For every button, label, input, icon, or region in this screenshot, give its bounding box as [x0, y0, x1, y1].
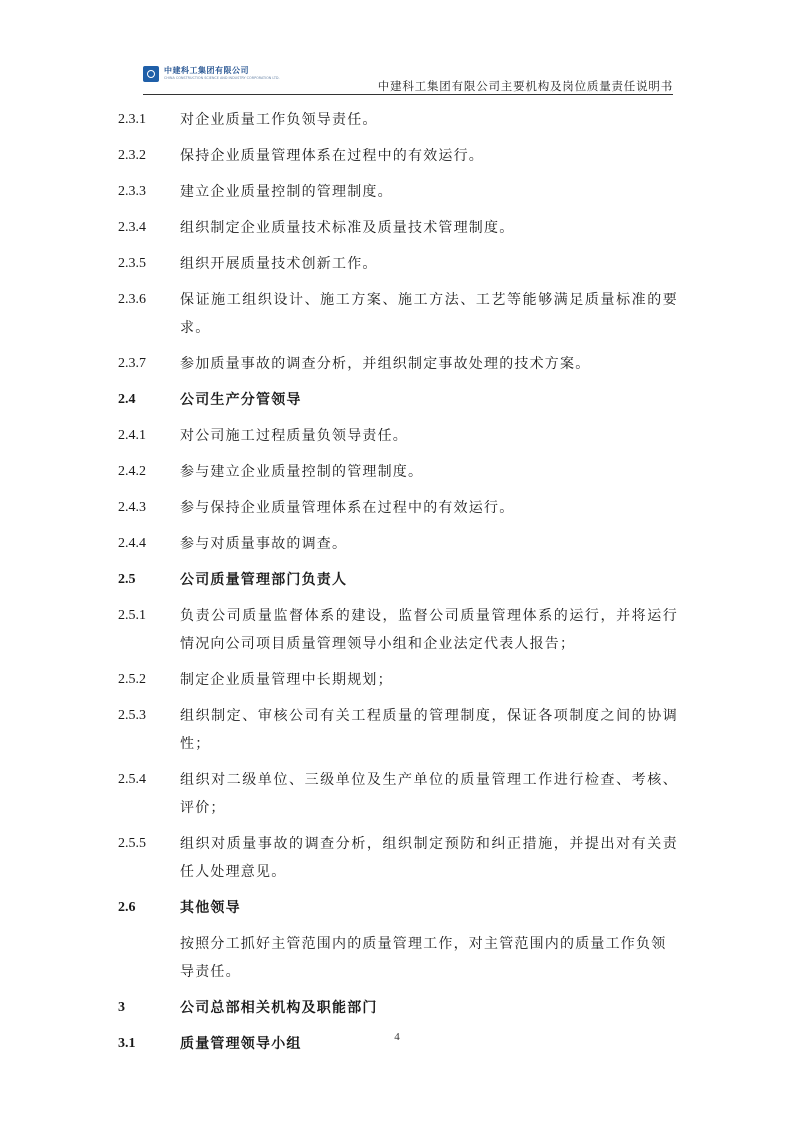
section-title: 公司总部相关机构及职能部门 [180, 1000, 378, 1016]
document-body [118, 106, 678, 1066]
clause-text: 保证施工组织设计、施工方案、施工方法、工艺等能够满足质量标准的要求。 [180, 292, 678, 336]
clause-text: 参与对质量事故的调查。 [180, 536, 348, 552]
clause-number: 2.3.6 [118, 292, 146, 307]
section-heading-3 [118, 994, 678, 1022]
clause-number: 2.3.5 [118, 256, 146, 271]
section-heading-2-6 [118, 894, 678, 922]
clause-number: 2.4.1 [118, 428, 146, 443]
clause-2-5-5 [118, 830, 678, 886]
company-logo-icon [143, 66, 159, 82]
clause-number: 2.5.5 [118, 836, 146, 851]
clause-2-5-2 [118, 666, 678, 694]
clause-2-4-4 [118, 530, 678, 558]
section-title: 公司生产分管领导 [180, 392, 302, 408]
section-number: 3.1 [118, 1036, 136, 1051]
clause-text: 参与保持企业质量管理体系在过程中的有效运行。 [180, 500, 515, 516]
clause-number: 2.4.3 [118, 500, 146, 515]
clause-number: 2.3.4 [118, 220, 146, 235]
clause-text: 对企业质量工作负领导责任。 [180, 112, 378, 128]
section-heading-2-4 [118, 386, 678, 414]
clause-number: 2.5.2 [118, 672, 146, 687]
section-number: 2.5 [118, 572, 136, 587]
section-number: 3 [118, 1000, 125, 1015]
clause-text: 负责公司质量监督体系的建设，监督公司质量管理体系的运行，并将运行情况向公司项目质量管理领导小组和企业法定代表人报告； [180, 608, 678, 652]
clause-text: 组织对二级单位、三级单位及生产单位的质量管理工作进行检查、考核、评价； [180, 772, 678, 816]
clause-2-3-3 [118, 178, 678, 206]
logo-company-name-cn: 中建科工集团有限公司 [164, 66, 249, 76]
clause-text: 参与建立企业质量控制的管理制度。 [180, 464, 424, 480]
clause-text: 组织制定企业质量技术标准及质量技术管理制度。 [180, 220, 515, 236]
paragraph-other-leaders: 按照分工抓好主管范围内的质量管理工作，对主管范围内的质量工作负领导责任。 [180, 936, 667, 980]
clause-text: 保持企业质量管理体系在过程中的有效运行。 [180, 148, 484, 164]
section-number: 2.4 [118, 392, 136, 407]
clause-text: 参加质量事故的调查分析，并组织制定事故处理的技术方案。 [180, 356, 591, 372]
clause-text: 组织制定、审核公司有关工程质量的管理制度，保证各项制度之间的协调性； [180, 708, 678, 752]
clause-2-5-1 [118, 602, 678, 658]
clause-2-3-5 [118, 250, 678, 278]
clause-number: 2.3.1 [118, 112, 146, 127]
header-divider [143, 94, 673, 95]
clause-text: 建立企业质量控制的管理制度。 [180, 184, 393, 200]
clause-number: 2.3.7 [118, 356, 146, 371]
clause-number: 2.3.3 [118, 184, 146, 199]
clause-2-4-2 [118, 458, 678, 486]
clause-text: 对公司施工过程质量负领导责任。 [180, 428, 408, 444]
clause-2-5-3 [118, 702, 678, 758]
clause-number: 2.4.4 [118, 536, 146, 551]
company-logo [143, 66, 280, 82]
clause-2-3-6 [118, 286, 678, 342]
clause-text: 组织对质量事故的调查分析，组织制定预防和纠正措施，并提出对有关责任人处理意见。 [180, 836, 678, 880]
clause-2-3-4 [118, 214, 678, 242]
clause-2-4-3 [118, 494, 678, 522]
page-header [143, 66, 673, 94]
document-title: 中建科工集团有限公司主要机构及岗位质量责任说明书 [377, 79, 673, 93]
clause-number: 2.5.1 [118, 608, 146, 623]
clause-number: 2.4.2 [118, 464, 146, 479]
section-title: 公司质量管理部门负责人 [180, 572, 348, 588]
clause-2-3-7 [118, 350, 678, 378]
clause-number: 2.5.3 [118, 708, 146, 723]
logo-company-name-en: CHINA CONSTRUCTION SCIENCE AND INDUSTRY CORPORATION LTD. [164, 76, 280, 81]
clause-number: 2.5.4 [118, 772, 146, 787]
section-title: 质量管理领导小组 [180, 1036, 302, 1052]
clause-2-3-1 [118, 106, 678, 134]
clause-2-3-2 [118, 142, 678, 170]
section-heading-2-5 [118, 566, 678, 594]
clause-2-4-1 [118, 422, 678, 450]
clause-text: 组织开展质量技术创新工作。 [180, 256, 378, 272]
clause-number: 2.3.2 [118, 148, 146, 163]
clause-text: 制定企业质量管理中长期规划； [180, 672, 393, 688]
page-number: 4 [394, 1031, 400, 1043]
section-title: 其他领导 [180, 900, 241, 916]
section-number: 2.6 [118, 900, 136, 915]
clause-2-5-4 [118, 766, 678, 822]
